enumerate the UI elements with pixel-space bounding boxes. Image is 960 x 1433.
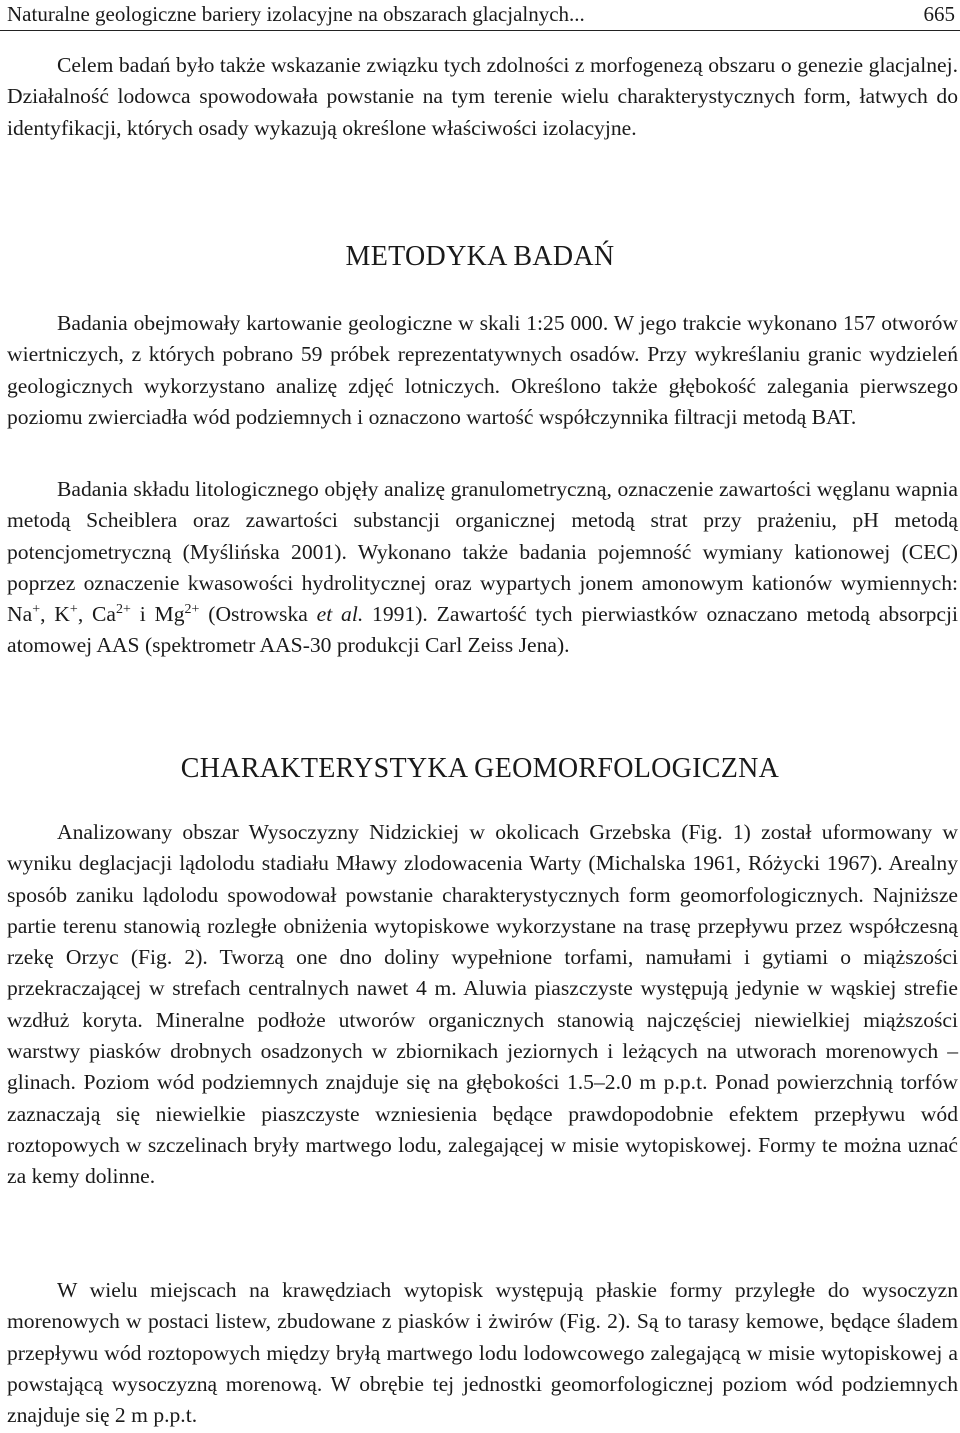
methods-p2-text-5: (Ostrowska xyxy=(199,602,317,627)
intro-text: Celem badań było także wskazanie związku tych zdolności z morfogenezą obszaru o genezie glacjalnej. Działalność lodowca spowodowała powstanie na tym terenie wielu charakterystycznych form, łatwych do identyfikacji, których osady wykazują określone właściwości izolacyjne. xyxy=(7,53,958,140)
sup-na: + xyxy=(32,602,41,618)
methods-p2-text-6: 1991). Zawartość tych pierwiastków oznaczano metodą absorpcji atomowej AAS (spektrometr AAS-30 produkcji Carl Zeiss Jena). xyxy=(7,602,958,658)
sup-ca: 2+ xyxy=(116,602,131,618)
methods-paragraph-1 xyxy=(7,308,958,433)
methods-p2-text-1: Badania składu litologicznego objęły analizę granulometryczną, oznaczenie zawartości węglanu wapnia metodą Scheiblera oraz zawartości substancji organicznej metodą strat przy prażeniu, pH metodą potencjometryczną (Myślińska 2001). Wykonano także badania pojemność wymiany kationowej (CEC) poprzez oznaczenie kwasowości hydrolitycznej oraz wypartych jonem amonowym kationów wymiennych: Na xyxy=(7,477,958,627)
methods-p1-text: Badania obejmowały kartowanie geologiczne w skali 1:25 000. W jego trakcie wykonano 157 otworów wiertniczych, z których pobrano 59 próbek reprezentatywnych osadów. Przy wykreślaniu granic wydzieleń geologicznych wykorzystano analizę zdjęć lotniczych. Określono także głębokość zalegania pierwszego poziomu zwierciadła wód podziemnych i oznaczono wartość współczynnika filtracji metodą BAT. xyxy=(7,311,958,429)
methods-paragraph-2 xyxy=(7,474,958,662)
geomorph-p1-text: Analizowany obszar Wysoczyzny Nidzickiej w okolicach Grzebska (Fig. 1) został uformowany w wyniku deglacjacji lądolodu stadiału Mławy zlodowacenia Warty (Michalska 1961, Różycki 1967). Arealny sposób zaniku lądolodu spowodował powstanie charakterystycznych form geomorfologicznych. Najniższe partie terenu stanowią rozległe obniżenia wytopiskowe wykorzystane na trasę przepływu przez współczesną rzekę Orzyc (Fig. 2). Tworzą one dno doliny wypełnione torfami, namułami i gytiami o miąższości przekraczającej w strefach centralnych nawet 4 m. Aluwia piaszczyste występują jedynie w wąskiej strefie wzdłuż koryta. Mineralne podłoże utworów organicznych stanowią najczęściej niewielkiej miąższości warstwy piasków drobnych osadzonych w zbiornikach jeziornych i leżących na utworach morenowych – glinach. Poziom wód podziemnych znajduje się na głębokości 1.5–2.0 m p.p.t. Ponad powierzchnią torfów zaznaczają się niewielkie piaszczyste wzniesienia będące prawdopodobnie efektem przepływu wód roztopowych w szczelinach bryły martwego lodu, zalegającej w misie wytopiskowej. Formy te można uznać za kemy dolinne. xyxy=(7,820,958,1189)
section-heading-methods: METODYKA BADAŃ xyxy=(345,241,615,272)
methods-p2-text-2: , K xyxy=(40,602,70,627)
methods-p2-text-4: i Mg xyxy=(130,602,185,627)
citation-et-al: et al. xyxy=(316,602,364,627)
section-heading-geomorphology: CHARAKTERYSTYKA GEOMORFOLOGICZNA xyxy=(180,753,780,784)
geomorph-paragraph-1 xyxy=(7,817,958,1193)
intro-paragraph xyxy=(7,50,958,144)
running-header xyxy=(0,0,960,31)
sup-mg: 2+ xyxy=(184,602,200,618)
page-number: 665 xyxy=(923,2,955,26)
sup-k: + xyxy=(69,602,78,618)
geomorph-paragraph-2 xyxy=(7,1275,958,1431)
running-title: Naturalne geologiczne bariery izolacyjne na obszarach glacjalnych... xyxy=(7,2,585,26)
methods-p2-text-3: , Ca xyxy=(77,602,117,627)
geomorph-p2-text: W wielu miejscach na krawędziach wytopisk występują płaskie formy przyległe do wysoczyzn morenowych w postaci listew, zbudowane z piasków i żwirów (Fig. 2). Są to tarasy kemowe, będące śladem przepływu wód roztopowych między bryłą martwego lodu lodowcowego zalegającą w misie wytopiskowej a powstającą wysoczyzną morenową. W obrębie tej jednostki geomorfologicznej poziom wód podziemnych znajduje się 2 m p.p.t. xyxy=(7,1278,958,1428)
